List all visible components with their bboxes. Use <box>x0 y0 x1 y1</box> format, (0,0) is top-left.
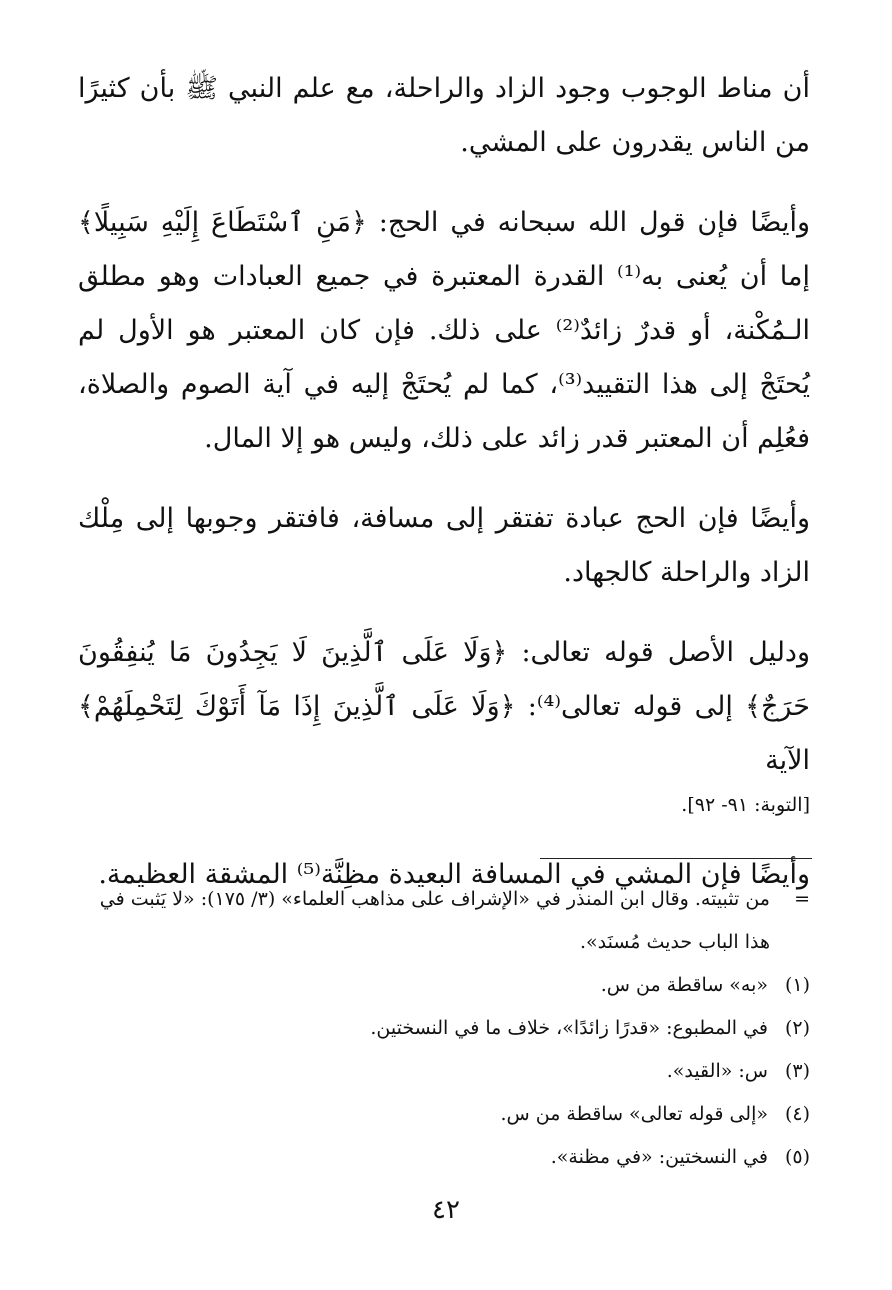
footnote-text: في المطبوع: «قدرًا زائدًا»، خلاف ما في النسختين. <box>370 1017 768 1039</box>
footnote-2 <box>78 1007 810 1050</box>
verse-reference: [التوبة: ٩١- ٩٢]. <box>681 794 810 816</box>
paragraph-5: وأيضًا فإن المشي في المسافة البعيدة مظِنَّة⁽⁵⁾ المشقة العظيمة. <box>98 859 810 890</box>
footnote-3 <box>78 1050 810 1093</box>
footnote-continuation <box>78 878 810 964</box>
footnote-text: في النسختين: «في مظنة». <box>550 1146 768 1168</box>
footnote-text: «به» ساقطة من س. <box>600 974 768 996</box>
footnote-text: س: «القيد». <box>666 1060 768 1082</box>
continuation-text: من تثبيته. وقال ابن المنذر في «الإشراف على مذاهب العلماء» (٣/ ١٧٥): «لا يَثبت في هذا الباب حديث مُسنَد». <box>99 888 770 953</box>
paragraph-1: أن مناط الوجوب وجود الزاد والراحلة، مع علم النبي ﷺ بأن كثيرًا من الناس يقدرون على المشي. <box>78 73 810 158</box>
footnote-text: «إلى قوله تعالى» ساقطة من س. <box>500 1103 768 1125</box>
footnote-number: (٣) <box>784 1060 810 1082</box>
footnote-divider <box>540 858 812 859</box>
footnote-5 <box>78 1136 810 1179</box>
paragraph-4 <box>78 626 810 822</box>
footnote-number: (٥) <box>784 1146 810 1168</box>
footnotes <box>78 878 810 1179</box>
paragraph-4-text: ودليل الأصل قوله تعالى: ﴿وَلَا عَلَى ٱلَّذِينَ لَا يَجِدُونَ مَا يُنفِقُونَ حَرَجٌ﴾ إلى قوله تعالى⁽⁴⁾: ﴿وَلَا عَلَى ٱلَّذِينَ إِذَا مَآ أَتَوْكَ لِتَحْمِلَهُمْ﴾ الآية <box>78 637 810 776</box>
footnote-1 <box>78 964 810 1007</box>
footnote-number: (٤) <box>784 1103 810 1125</box>
paragraph-3: وأيضًا فإن الحج عبادة تفتقر إلى مسافة، فافتقر وجوبها إلى مِلْك الزاد والراحلة كالجهاد. <box>78 503 810 588</box>
page-number: ٤٢ <box>432 1195 460 1225</box>
footnote-number: (٢) <box>784 1017 810 1039</box>
footnote-4 <box>78 1093 810 1136</box>
footnote-number: (١) <box>784 974 810 996</box>
main-text <box>78 62 810 928</box>
paragraph-2: وأيضًا فإن قول الله سبحانه في الحج: ﴿مَنِ ٱسْتَطَاعَ إِلَيْهِ سَبِيلًا﴾ إما أن يُعنى به⁽¹⁾ القدرة المعتبرة في جميع العبادات وهو مطلق الـمُكْنة، أو قدرٌ زائدٌ⁽²⁾ على ذلك. فإن كان المعتبر هو الأول لم يُحتَجْ إلى هذا التقييد⁽³⁾، كما لم يُحتَجْ إليه في آية الصوم والصلاة، فعُلِم أن المعتبر قدر زائد على ذلك، وليس هو إلا المال. <box>78 207 810 454</box>
continuation-marker: = <box>794 888 810 910</box>
